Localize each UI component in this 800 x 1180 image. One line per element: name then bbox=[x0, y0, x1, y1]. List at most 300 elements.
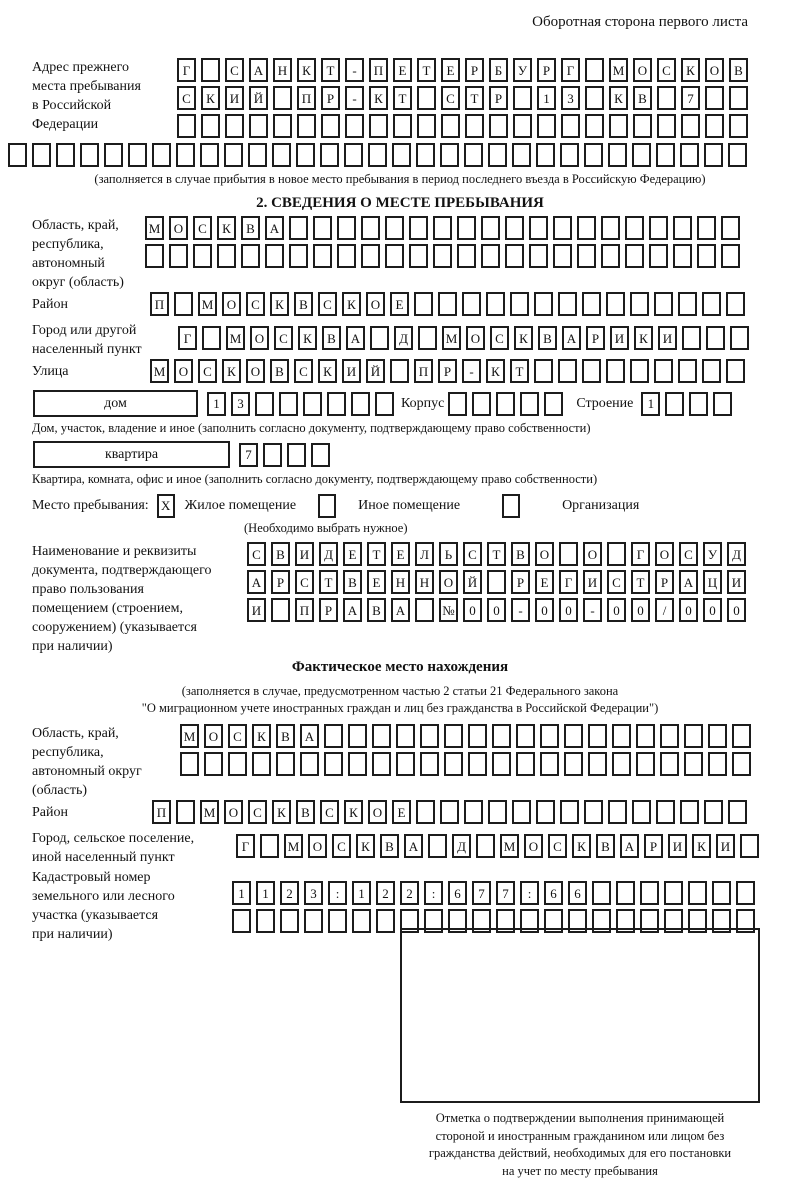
char-box[interactable]: К bbox=[681, 58, 700, 82]
char-box[interactable] bbox=[689, 392, 708, 416]
char-box[interactable] bbox=[345, 114, 364, 138]
char-box[interactable]: О bbox=[169, 216, 188, 240]
char-box[interactable] bbox=[520, 392, 539, 416]
char-box[interactable]: М bbox=[500, 834, 519, 858]
char-box[interactable] bbox=[585, 114, 604, 138]
char-box[interactable] bbox=[492, 752, 511, 776]
char-box[interactable] bbox=[516, 724, 535, 748]
char-box[interactable]: Й bbox=[463, 570, 482, 594]
char-box[interactable] bbox=[608, 143, 627, 167]
char-box[interactable]: В bbox=[367, 598, 386, 622]
char-box[interactable] bbox=[414, 292, 433, 316]
char-box[interactable]: С bbox=[320, 800, 339, 824]
char-box[interactable]: Г bbox=[631, 542, 650, 566]
char-box[interactable] bbox=[582, 292, 601, 316]
char-box[interactable]: 2 bbox=[280, 881, 299, 905]
char-box[interactable]: К bbox=[270, 292, 289, 316]
char-box[interactable] bbox=[625, 244, 644, 268]
char-box[interactable]: Т bbox=[510, 359, 529, 383]
char-box[interactable] bbox=[457, 244, 476, 268]
char-box[interactable]: О bbox=[583, 542, 602, 566]
char-box[interactable] bbox=[705, 86, 724, 110]
char-box[interactable] bbox=[487, 570, 506, 594]
char-box[interactable]: В bbox=[343, 570, 362, 594]
char-box[interactable] bbox=[678, 292, 697, 316]
char-box[interactable] bbox=[713, 392, 732, 416]
char-box[interactable]: К bbox=[342, 292, 361, 316]
char-box[interactable] bbox=[276, 752, 295, 776]
char-box[interactable]: К bbox=[634, 326, 653, 350]
char-box[interactable] bbox=[481, 216, 500, 240]
char-box[interactable] bbox=[665, 392, 684, 416]
char-box[interactable]: Р bbox=[319, 598, 338, 622]
char-box[interactable] bbox=[311, 443, 330, 467]
char-box[interactable]: А bbox=[247, 570, 266, 594]
char-box[interactable] bbox=[729, 86, 748, 110]
char-box[interactable] bbox=[273, 114, 292, 138]
char-box[interactable] bbox=[537, 114, 556, 138]
char-box[interactable]: В bbox=[294, 292, 313, 316]
char-box[interactable] bbox=[313, 216, 332, 240]
char-box[interactable] bbox=[684, 724, 703, 748]
char-box[interactable] bbox=[673, 216, 692, 240]
char-box[interactable] bbox=[740, 834, 759, 858]
char-box[interactable]: 7 bbox=[681, 86, 700, 110]
char-box[interactable] bbox=[468, 752, 487, 776]
char-box[interactable] bbox=[584, 143, 603, 167]
char-box[interactable]: П bbox=[295, 598, 314, 622]
char-box[interactable]: М bbox=[198, 292, 217, 316]
char-box[interactable]: К bbox=[217, 216, 236, 240]
char-box[interactable]: Е bbox=[343, 542, 362, 566]
char-box[interactable] bbox=[468, 724, 487, 748]
char-box[interactable]: С bbox=[294, 359, 313, 383]
char-box[interactable] bbox=[529, 216, 548, 240]
char-box[interactable]: / bbox=[655, 598, 674, 622]
char-box[interactable] bbox=[588, 724, 607, 748]
char-box[interactable] bbox=[80, 143, 99, 167]
char-box[interactable]: 0 bbox=[679, 598, 698, 622]
char-box[interactable] bbox=[180, 752, 199, 776]
char-box[interactable] bbox=[328, 909, 347, 933]
char-box[interactable] bbox=[721, 244, 740, 268]
char-box[interactable] bbox=[559, 542, 578, 566]
char-box[interactable]: И bbox=[716, 834, 735, 858]
char-box[interactable] bbox=[732, 752, 751, 776]
char-box[interactable] bbox=[255, 392, 274, 416]
char-box[interactable] bbox=[252, 752, 271, 776]
char-box[interactable] bbox=[568, 909, 587, 933]
char-box[interactable] bbox=[592, 909, 611, 933]
char-box[interactable] bbox=[536, 143, 555, 167]
char-box[interactable]: Е bbox=[535, 570, 554, 594]
char-box[interactable] bbox=[616, 909, 635, 933]
char-box[interactable]: О bbox=[224, 800, 243, 824]
char-box[interactable]: Б bbox=[489, 58, 508, 82]
char-box[interactable]: К bbox=[514, 326, 533, 350]
char-box[interactable] bbox=[204, 752, 223, 776]
char-box[interactable] bbox=[558, 359, 577, 383]
char-box[interactable] bbox=[588, 752, 607, 776]
char-box[interactable] bbox=[553, 244, 572, 268]
char-box[interactable] bbox=[440, 143, 459, 167]
char-box[interactable]: А bbox=[620, 834, 639, 858]
char-box[interactable]: 1 bbox=[352, 881, 371, 905]
char-box[interactable] bbox=[612, 724, 631, 748]
char-box[interactable]: Т bbox=[465, 86, 484, 110]
char-box[interactable]: Е bbox=[393, 58, 412, 82]
char-box[interactable]: В bbox=[538, 326, 557, 350]
char-box[interactable]: В bbox=[511, 542, 530, 566]
char-box[interactable] bbox=[680, 800, 699, 824]
char-box[interactable] bbox=[344, 143, 363, 167]
char-box[interactable] bbox=[481, 244, 500, 268]
char-box[interactable] bbox=[169, 244, 188, 268]
char-box[interactable] bbox=[418, 326, 437, 350]
char-box[interactable]: 0 bbox=[727, 598, 746, 622]
char-box[interactable] bbox=[324, 752, 343, 776]
char-box[interactable]: 7 bbox=[496, 881, 515, 905]
char-box[interactable] bbox=[348, 752, 367, 776]
char-box[interactable] bbox=[201, 58, 220, 82]
char-box[interactable]: Р bbox=[465, 58, 484, 82]
char-box[interactable]: О bbox=[250, 326, 269, 350]
char-box[interactable]: С bbox=[679, 542, 698, 566]
char-box[interactable] bbox=[385, 244, 404, 268]
char-box[interactable]: Л bbox=[415, 542, 434, 566]
char-box[interactable] bbox=[337, 216, 356, 240]
char-box[interactable] bbox=[630, 292, 649, 316]
char-box[interactable]: Т bbox=[393, 86, 412, 110]
char-box[interactable] bbox=[496, 392, 515, 416]
char-box[interactable]: И bbox=[225, 86, 244, 110]
char-box[interactable]: Е bbox=[441, 58, 460, 82]
char-box[interactable] bbox=[702, 359, 721, 383]
char-box[interactable] bbox=[392, 143, 411, 167]
char-box[interactable]: С bbox=[657, 58, 676, 82]
char-box[interactable] bbox=[505, 244, 524, 268]
char-box[interactable]: 0 bbox=[559, 598, 578, 622]
char-box[interactable] bbox=[420, 724, 439, 748]
char-box[interactable]: А bbox=[343, 598, 362, 622]
char-box[interactable] bbox=[513, 114, 532, 138]
char-box[interactable]: В bbox=[276, 724, 295, 748]
char-box[interactable]: 0 bbox=[487, 598, 506, 622]
char-box[interactable] bbox=[287, 443, 306, 467]
char-box[interactable]: А bbox=[391, 598, 410, 622]
char-box[interactable]: Д bbox=[394, 326, 413, 350]
char-box[interactable]: П bbox=[150, 292, 169, 316]
char-box[interactable] bbox=[660, 752, 679, 776]
char-box[interactable] bbox=[649, 216, 668, 240]
char-box[interactable] bbox=[369, 114, 388, 138]
char-box[interactable] bbox=[592, 881, 611, 905]
char-box[interactable] bbox=[664, 909, 683, 933]
char-box[interactable]: К bbox=[572, 834, 591, 858]
char-box[interactable]: К bbox=[369, 86, 388, 110]
char-box[interactable]: Г bbox=[561, 58, 580, 82]
char-box[interactable]: О bbox=[535, 542, 554, 566]
char-box[interactable]: К bbox=[318, 359, 337, 383]
char-box[interactable] bbox=[376, 909, 395, 933]
char-box[interactable] bbox=[457, 216, 476, 240]
checkbox-residential[interactable]: X bbox=[157, 494, 175, 518]
char-box[interactable]: С bbox=[463, 542, 482, 566]
char-box[interactable] bbox=[636, 724, 655, 748]
char-box[interactable] bbox=[361, 244, 380, 268]
char-box[interactable] bbox=[656, 143, 675, 167]
char-box[interactable] bbox=[513, 86, 532, 110]
char-box[interactable] bbox=[351, 392, 370, 416]
char-box[interactable] bbox=[601, 244, 620, 268]
char-box[interactable]: О bbox=[308, 834, 327, 858]
char-box[interactable]: М bbox=[284, 834, 303, 858]
char-box[interactable]: Р bbox=[644, 834, 663, 858]
char-box[interactable] bbox=[726, 359, 745, 383]
char-box[interactable]: Т bbox=[367, 542, 386, 566]
char-box[interactable] bbox=[56, 143, 75, 167]
char-box[interactable]: С bbox=[246, 292, 265, 316]
char-box[interactable] bbox=[217, 244, 236, 268]
char-box[interactable]: - bbox=[462, 359, 481, 383]
char-box[interactable]: М bbox=[200, 800, 219, 824]
char-box[interactable]: А bbox=[249, 58, 268, 82]
char-box[interactable] bbox=[633, 114, 652, 138]
char-box[interactable] bbox=[444, 724, 463, 748]
char-box[interactable]: - bbox=[583, 598, 602, 622]
char-box[interactable]: П bbox=[414, 359, 433, 383]
char-box[interactable] bbox=[512, 143, 531, 167]
char-box[interactable]: П bbox=[369, 58, 388, 82]
char-box[interactable]: 3 bbox=[561, 86, 580, 110]
char-box[interactable] bbox=[273, 86, 292, 110]
char-box[interactable] bbox=[265, 244, 284, 268]
char-box[interactable] bbox=[415, 598, 434, 622]
char-box[interactable] bbox=[505, 216, 524, 240]
char-box[interactable]: Г bbox=[236, 834, 255, 858]
char-box[interactable]: А bbox=[404, 834, 423, 858]
char-box[interactable]: И bbox=[247, 598, 266, 622]
char-box[interactable] bbox=[728, 143, 747, 167]
char-box[interactable] bbox=[664, 881, 683, 905]
char-box[interactable] bbox=[486, 292, 505, 316]
char-box[interactable]: С bbox=[248, 800, 267, 824]
char-box[interactable] bbox=[729, 114, 748, 138]
char-box[interactable] bbox=[433, 216, 452, 240]
char-box[interactable] bbox=[348, 724, 367, 748]
char-box[interactable] bbox=[681, 114, 700, 138]
char-box[interactable]: Н bbox=[391, 570, 410, 594]
char-box[interactable]: Р bbox=[271, 570, 290, 594]
char-box[interactable]: Ц bbox=[703, 570, 722, 594]
char-box[interactable]: К bbox=[252, 724, 271, 748]
char-box[interactable] bbox=[534, 292, 553, 316]
char-box[interactable] bbox=[433, 244, 452, 268]
char-box[interactable] bbox=[409, 216, 428, 240]
char-box[interactable] bbox=[577, 244, 596, 268]
char-box[interactable] bbox=[609, 114, 628, 138]
char-box[interactable]: С bbox=[318, 292, 337, 316]
char-box[interactable]: Т bbox=[631, 570, 650, 594]
char-box[interactable] bbox=[32, 143, 51, 167]
char-box[interactable] bbox=[200, 143, 219, 167]
char-box[interactable] bbox=[300, 752, 319, 776]
char-box[interactable] bbox=[176, 800, 195, 824]
char-box[interactable] bbox=[476, 834, 495, 858]
char-box[interactable] bbox=[684, 752, 703, 776]
char-box[interactable]: С bbox=[490, 326, 509, 350]
char-box[interactable]: С bbox=[193, 216, 212, 240]
char-box[interactable] bbox=[582, 359, 601, 383]
char-box[interactable]: С bbox=[198, 359, 217, 383]
char-box[interactable] bbox=[145, 244, 164, 268]
char-box[interactable]: С bbox=[332, 834, 351, 858]
char-box[interactable]: И bbox=[610, 326, 629, 350]
char-box[interactable]: К bbox=[201, 86, 220, 110]
char-box[interactable]: К bbox=[298, 326, 317, 350]
char-box[interactable] bbox=[417, 86, 436, 110]
char-box[interactable] bbox=[712, 909, 731, 933]
char-box[interactable]: Й bbox=[366, 359, 385, 383]
char-box[interactable]: 1 bbox=[256, 881, 275, 905]
char-box[interactable] bbox=[420, 752, 439, 776]
char-box[interactable] bbox=[464, 800, 483, 824]
char-box[interactable] bbox=[660, 724, 679, 748]
char-box[interactable] bbox=[540, 724, 559, 748]
char-box[interactable] bbox=[553, 216, 572, 240]
char-box[interactable]: К bbox=[692, 834, 711, 858]
char-box[interactable]: : bbox=[424, 881, 443, 905]
char-box[interactable]: И bbox=[295, 542, 314, 566]
char-box[interactable] bbox=[654, 359, 673, 383]
char-box[interactable] bbox=[372, 724, 391, 748]
char-box[interactable] bbox=[224, 143, 243, 167]
char-box[interactable]: В bbox=[270, 359, 289, 383]
char-box[interactable]: С bbox=[441, 86, 460, 110]
char-box[interactable]: 6 bbox=[448, 881, 467, 905]
char-box[interactable]: Г bbox=[559, 570, 578, 594]
char-box[interactable]: 2 bbox=[400, 881, 419, 905]
char-box[interactable] bbox=[564, 752, 583, 776]
char-box[interactable] bbox=[228, 752, 247, 776]
char-box[interactable]: К bbox=[272, 800, 291, 824]
char-box[interactable]: 7 bbox=[472, 881, 491, 905]
char-box[interactable]: И bbox=[342, 359, 361, 383]
char-box[interactable] bbox=[558, 292, 577, 316]
char-box[interactable] bbox=[280, 909, 299, 933]
char-box[interactable]: К bbox=[297, 58, 316, 82]
char-box[interactable] bbox=[409, 244, 428, 268]
char-box[interactable]: П bbox=[297, 86, 316, 110]
char-box[interactable]: Т bbox=[417, 58, 436, 82]
char-box[interactable] bbox=[736, 881, 755, 905]
char-box[interactable]: 1 bbox=[537, 86, 556, 110]
char-box[interactable] bbox=[726, 292, 745, 316]
char-box[interactable] bbox=[656, 800, 675, 824]
char-box[interactable] bbox=[706, 326, 725, 350]
char-box[interactable] bbox=[682, 326, 701, 350]
char-box[interactable]: Г bbox=[178, 326, 197, 350]
char-box[interactable]: О bbox=[222, 292, 241, 316]
char-box[interactable] bbox=[640, 881, 659, 905]
char-box[interactable] bbox=[417, 114, 436, 138]
char-box[interactable] bbox=[472, 392, 491, 416]
char-box[interactable]: А bbox=[265, 216, 284, 240]
char-box[interactable] bbox=[560, 800, 579, 824]
char-box[interactable] bbox=[375, 392, 394, 416]
char-box[interactable] bbox=[721, 216, 740, 240]
char-box[interactable] bbox=[324, 724, 343, 748]
char-box[interactable]: № bbox=[439, 598, 458, 622]
char-box[interactable]: В bbox=[271, 542, 290, 566]
char-box[interactable]: 0 bbox=[463, 598, 482, 622]
char-box[interactable] bbox=[708, 752, 727, 776]
char-box[interactable] bbox=[697, 216, 716, 240]
char-box[interactable] bbox=[636, 752, 655, 776]
char-box[interactable]: : bbox=[328, 881, 347, 905]
char-box[interactable] bbox=[657, 114, 676, 138]
char-box[interactable] bbox=[649, 244, 668, 268]
char-box[interactable] bbox=[201, 114, 220, 138]
char-box[interactable] bbox=[488, 143, 507, 167]
char-box[interactable]: Й bbox=[249, 86, 268, 110]
char-box[interactable]: : bbox=[520, 881, 539, 905]
char-box[interactable] bbox=[327, 392, 346, 416]
char-box[interactable] bbox=[128, 143, 147, 167]
char-box[interactable]: Т bbox=[321, 58, 340, 82]
char-box[interactable] bbox=[607, 542, 626, 566]
char-box[interactable] bbox=[489, 114, 508, 138]
char-box[interactable] bbox=[297, 114, 316, 138]
char-box[interactable]: Р bbox=[489, 86, 508, 110]
char-box[interactable] bbox=[608, 800, 627, 824]
char-box[interactable] bbox=[440, 800, 459, 824]
char-box[interactable] bbox=[249, 114, 268, 138]
char-box[interactable] bbox=[630, 359, 649, 383]
char-box[interactable] bbox=[370, 326, 389, 350]
char-box[interactable]: С bbox=[225, 58, 244, 82]
char-box[interactable] bbox=[321, 114, 340, 138]
char-box[interactable] bbox=[416, 143, 435, 167]
char-box[interactable]: С bbox=[548, 834, 567, 858]
char-box[interactable] bbox=[625, 216, 644, 240]
char-box[interactable]: О bbox=[705, 58, 724, 82]
char-box[interactable]: В bbox=[322, 326, 341, 350]
char-box[interactable]: П bbox=[152, 800, 171, 824]
checkbox-organization[interactable] bbox=[502, 494, 520, 518]
char-box[interactable] bbox=[241, 244, 260, 268]
char-box[interactable]: 1 bbox=[232, 881, 251, 905]
char-box[interactable] bbox=[177, 114, 196, 138]
char-box[interactable] bbox=[361, 216, 380, 240]
checkbox-other-premises[interactable] bbox=[318, 494, 336, 518]
char-box[interactable]: А bbox=[679, 570, 698, 594]
char-box[interactable] bbox=[585, 86, 604, 110]
char-box[interactable]: В bbox=[380, 834, 399, 858]
char-box[interactable]: М bbox=[442, 326, 461, 350]
char-box[interactable] bbox=[263, 443, 282, 467]
char-box[interactable]: Д bbox=[727, 542, 746, 566]
char-box[interactable]: О bbox=[366, 292, 385, 316]
char-box[interactable] bbox=[352, 909, 371, 933]
char-box[interactable] bbox=[393, 114, 412, 138]
char-box[interactable] bbox=[193, 244, 212, 268]
char-box[interactable] bbox=[606, 292, 625, 316]
char-box[interactable] bbox=[697, 244, 716, 268]
char-box[interactable]: К bbox=[486, 359, 505, 383]
char-box[interactable] bbox=[225, 114, 244, 138]
char-box[interactable]: Е bbox=[390, 292, 409, 316]
